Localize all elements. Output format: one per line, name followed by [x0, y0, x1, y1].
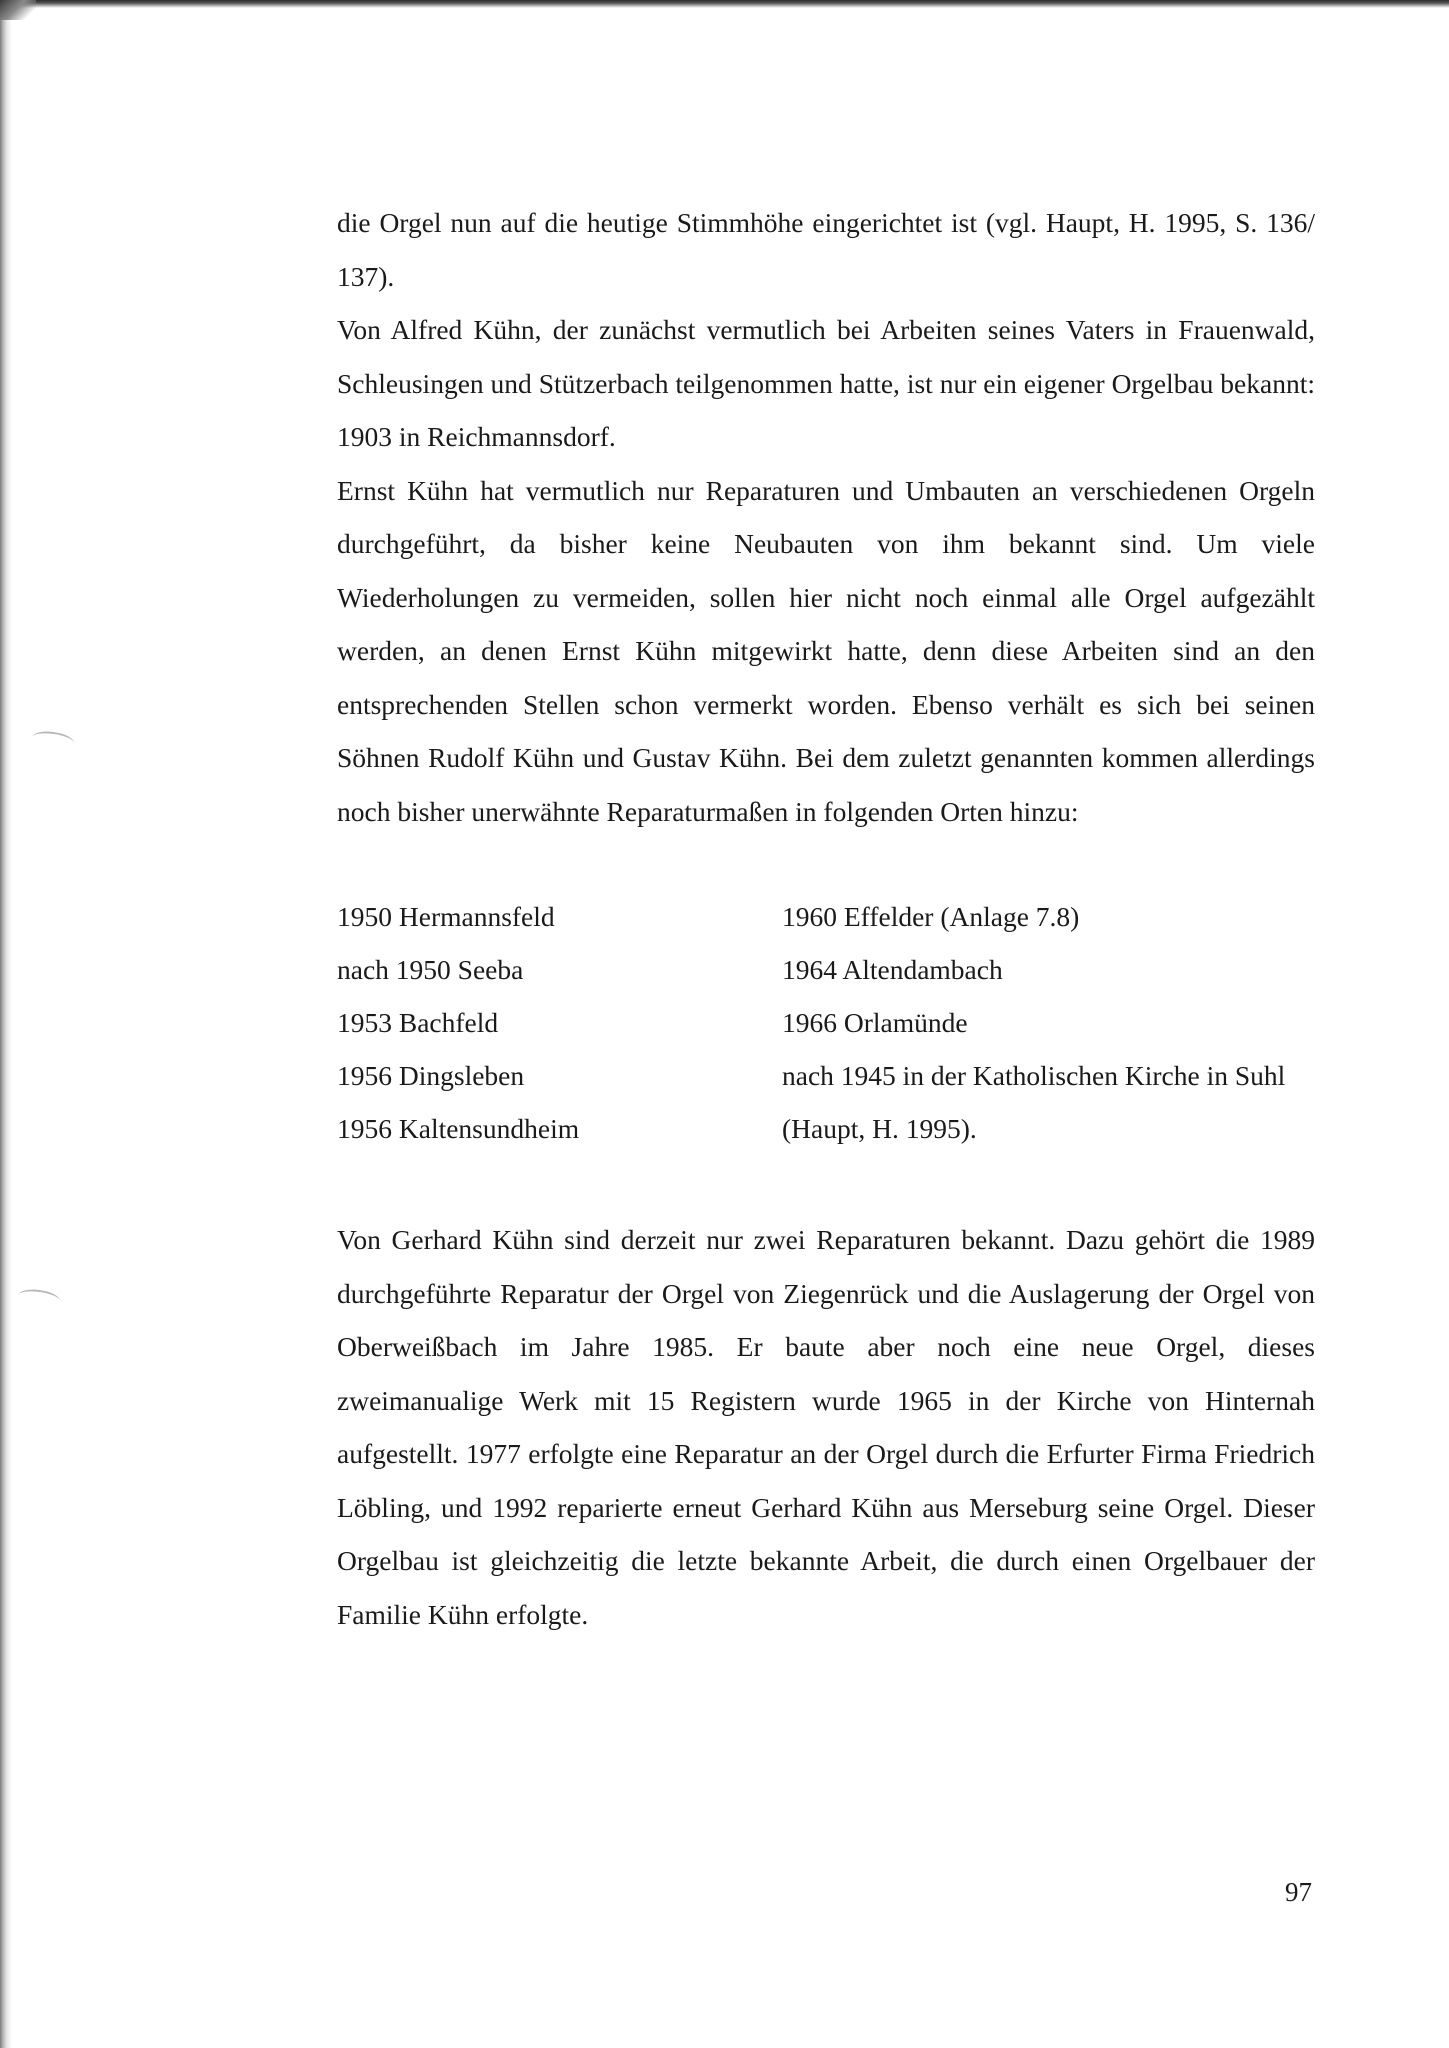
scan-corner [0, 0, 36, 20]
list-item: nach 1950 Seeba [337, 954, 524, 985]
paragraph: Von Gerhard Kühn sind derzeit nur zwei Reparaturen bekannt. Dazu gehört die 1989 durchgeführte Reparatur der Orgel von Ziegenrück und die Auslagerung der Orgel von Oberweißbach im Jahre 1985. Er baute aber noch eine neue Orgel, dieses zweimanualige Werk mit 15 Registern wurde 1965 in der Kirche von Hinternah aufgestellt. 1977 erfolgte eine Reparatur an der Orgel durch die Erfurter Firma Friedrich Löbling, und 1992 reparierte erneut Gerhard Kühn aus Merseburg seine Orgel. Dieser Orgelbau ist gleichzeitig die letzte bekannte Arbeit, die durch einen Orgelbauer der Familie Kühn erfolgte. [337, 1224, 1315, 1630]
paragraph: Ernst Kühn hat vermutlich nur Reparaturen und Umbauten an verschiedenen Orgeln durchgeführt, da bisher keine Neubauten von ihm bekannt sind. Um viele Wiederholungen zu vermeiden, sollen hier nicht noch einmal alle Orgel aufgezählt werden, an denen Ernst Kühn mitgewirkt hatte, denn diese Arbeiten sind an den entsprechenden Stellen schon vermerkt worden. Ebenso verhält es sich bei seinen Söhnen Rudolf Kühn und Gustav Kühn. Bei dem zuletzt genannten kommen allerdings noch bisher unerwähnte Reparaturmaßen in folgenden Orten hinzu: [337, 474, 1315, 827]
list-item: 1953 Bachfeld [337, 1007, 499, 1038]
list-item: nach 1945 in der Katholischen Kirche in Suhl [782, 1060, 1286, 1091]
scan-mark [31, 729, 75, 751]
list-item: 1956 Dingsleben [337, 1060, 525, 1091]
list-item: 1956 Kaltensundheim [337, 1113, 580, 1144]
scan-top-edge [0, 0, 1449, 8]
list-item: 1964 Altendambach [782, 954, 1003, 985]
repair-list-left-column [337, 890, 579, 1155]
scan-left-edge [0, 0, 12, 2048]
list-item: 1966 Orlamünde [782, 1007, 968, 1038]
scan-mark [17, 1287, 61, 1309]
paragraph: Von Alfred Kühn, der zunächst vermutlich bei Arbeiten seines Vaters in Frauenwald, Schleusingen und Stützerbach teilgenommen hatte, ist nur ein eigener Orgelbau bekannt: 1903 in Reichmannsdorf. [337, 314, 1315, 452]
list-item: (Haupt, H. 1995). [782, 1113, 977, 1144]
page-number: 97 [1285, 1877, 1312, 1907]
list-item: 1950 Hermannsfeld [337, 901, 555, 932]
body-text-bottom [337, 1213, 1315, 1641]
paragraph: die Orgel nun auf die heutige Stimmhöhe eingerichtet ist (vgl. Haupt, H. 1995, S. 136/ 137). [337, 207, 1315, 292]
body-text-top [337, 196, 1315, 838]
list-item: 1960 Effelder (Anlage 7.8) [782, 901, 1080, 932]
repair-list-right-column [782, 890, 1285, 1155]
